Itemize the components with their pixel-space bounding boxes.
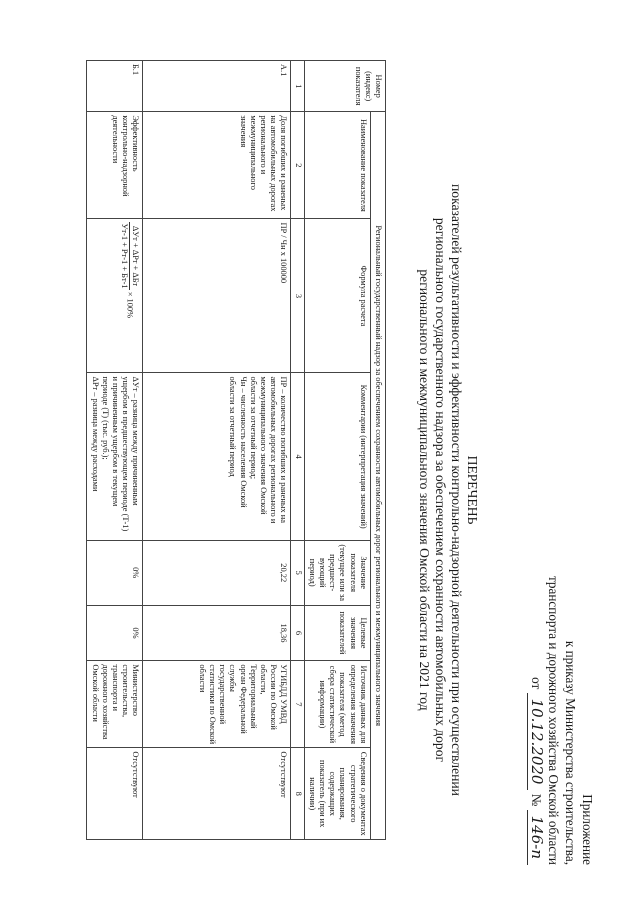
row-target: 0% <box>87 605 143 661</box>
order-line-1: к приказу Министерства строительства, <box>563 640 578 865</box>
column-number: 8 <box>291 748 304 840</box>
row-docs: Отсутствуют <box>143 748 291 840</box>
row-formula: ПР / Чн х 100000 <box>143 219 291 373</box>
table-row <box>87 61 143 840</box>
row-target: 18,36 <box>143 605 291 661</box>
section-title: Региональный государственный надзор за обеспечением сохранности автомобильных дорог регионального и межмуниципального значения <box>370 112 385 840</box>
column-number: 1 <box>291 61 304 112</box>
col-header-name: Наименование показателя <box>304 112 370 219</box>
comment-part: ΔУт – разница между причиненным ущербом в предшествующем периоде (Т-1) и причиненным ущербом в текущем периоде (Т) (тыс. руб.); <box>100 376 141 532</box>
column-number: 3 <box>291 219 304 373</box>
indicators-table <box>86 60 386 840</box>
row-source: УГИБДД УМВД России по Омской области, Территориальный орган Федеральной службы государственной статистики по Омской области <box>143 661 291 748</box>
row-index: А.1 <box>143 61 291 112</box>
formula-fraction <box>119 222 140 289</box>
row-index: Б.1 <box>87 61 143 112</box>
order-date-line: от 10.12.2020 № 146-п <box>528 576 545 865</box>
order-line-2: транспорта и дорожного хозяйства Омской области <box>546 575 561 865</box>
col-header-formula: Формула расчета <box>304 219 370 373</box>
header-row <box>304 61 370 840</box>
row-source: Министерство строительства, транспорта и дорожного хозяйства Омской области <box>87 661 143 748</box>
title-line-2: показателей результативности и эффективности контрольно-надзорной деятельности при осуществлении <box>449 184 464 796</box>
document-title <box>416 150 480 830</box>
header-row <box>370 61 385 840</box>
row-docs: Отсутствуют <box>87 748 143 840</box>
col-header-source: Источник данных для определения значения показателя (метод сбора статистической информации) <box>304 661 370 748</box>
column-number: 6 <box>291 605 304 661</box>
table-row <box>143 61 291 840</box>
appendix-header <box>528 576 596 865</box>
comment-part: ΔРт – разница между расходами <box>90 376 100 492</box>
col-header-comment: Комментарии (интерпретация значений) <box>304 373 370 540</box>
title-main: ПЕРЕЧЕНЬ <box>465 455 480 525</box>
row-name: Эффективность контрольно-надзорной деятельности <box>87 112 143 219</box>
formula-denominator: Ут-1 + Рт-1 + Бт-1 <box>120 223 130 289</box>
title-line-3: регионального государственного надзора за обеспечением сохранности автомобильных дорог <box>433 217 448 763</box>
col-header-docs: Сведения о документах стратегического планирования, содержащих показатель (при их наличии) <box>304 748 370 840</box>
order-date: 10.12.2020 <box>527 693 546 791</box>
col-header-target: Целевые значения показателей <box>304 605 370 661</box>
column-number: 7 <box>291 661 304 748</box>
formula-numerator: ΔУт + ΔРт + ΔБт <box>129 222 140 289</box>
column-number: 4 <box>291 373 304 540</box>
appendix-label: Приложение <box>580 794 595 865</box>
row-value: 20,22 <box>143 540 291 605</box>
comment-part: ПР – количество погибших и раненых на автомобильных дорогах регионального и межмуниципального значения Омской области за отчетный период; <box>248 376 289 524</box>
col-header-value: Значение показателя (текущее или за предшест-вующий период) <box>304 540 370 605</box>
formula-suffix: × 100% <box>125 291 135 319</box>
title-line-4: регионального и межмуниципального значения Омской области на 2021 год <box>417 269 432 711</box>
column-number: 2 <box>291 112 304 219</box>
comment-part: Чн – численность населения Омской области за отчетный период <box>228 376 248 508</box>
row-value: 0% <box>87 540 143 605</box>
order-number: 146-п <box>527 810 546 865</box>
row-name: Доля погибших и раненых на автомобильных дорогах регионального и межмуниципального значения <box>143 112 291 219</box>
column-number: 5 <box>291 540 304 605</box>
col-header-index: Номер (индекс) показателя <box>304 61 385 112</box>
row-formula <box>87 219 143 373</box>
row-comment <box>87 373 143 540</box>
row-comment <box>143 373 291 540</box>
column-numbers-row <box>291 61 304 840</box>
